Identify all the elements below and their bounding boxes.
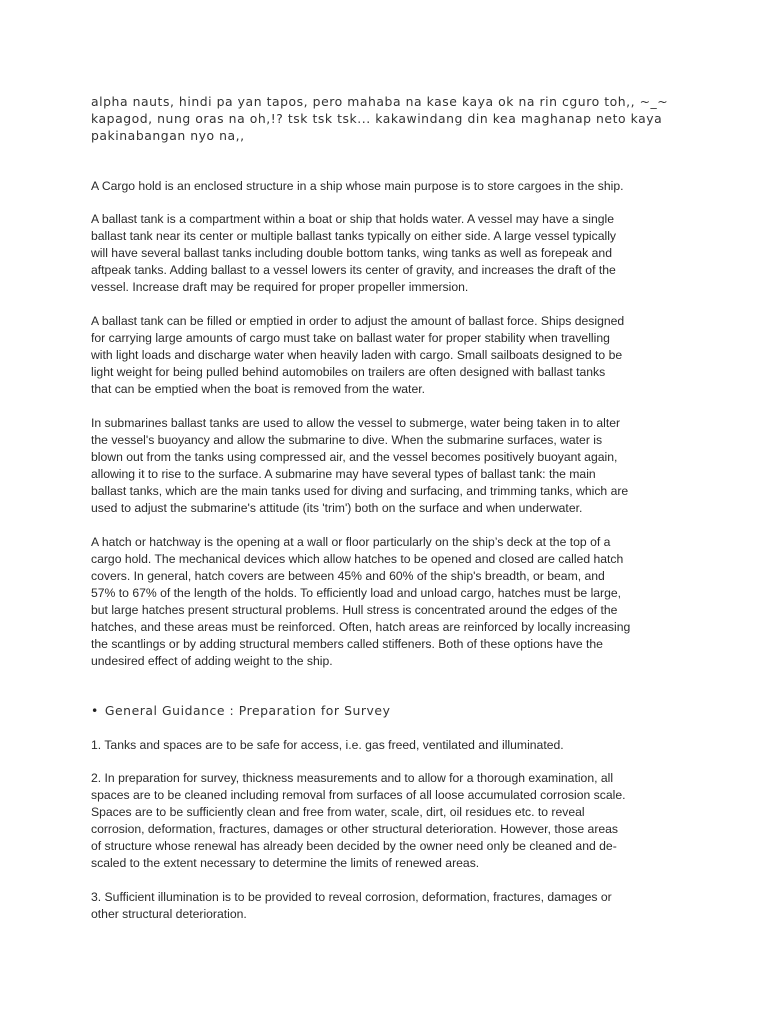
text-line: 2. In preparation for survey, thickness measurements and to allow for a thorough examination, all [91,771,614,785]
text-line: of structure whose renewal has already been decided by the owner need only be cleaned and de- [91,839,617,853]
section-heading [91,702,691,719]
intro-line: pakinabangan nyo na,, [91,128,245,143]
intro-line: kapagod, nung oras na oh,!? tsk tsk tsk... kakawindang din kea maghanap neto kaya [91,111,663,126]
paragraph-submarines [91,415,691,517]
section-heading-text: General Guidance : Preparation for Survey [104,703,391,718]
text-line: that can be emptied when the boat is removed from the water. [91,382,425,396]
text-line: will have several ballast tanks including double bottom tanks, wing tanks as well as forepeak and [91,246,612,260]
text-line: for carrying large amounts of cargo must take on ballast water for proper stability when travelling [91,331,610,345]
text-line: used to adjust the submarine's attitude (its 'trim') both on the surface and when underwater. [91,501,583,515]
text-line: covers. In general, hatch covers are between 45% and 60% of the ship's breadth, or beam, and [91,569,605,583]
text-line: A ballast tank can be filled or emptied in order to adjust the amount of ballast force. Ships designed [91,314,625,328]
text-line: 3. Sufficient illumination is to be provided to reveal corrosion, deformation, fractures, damages or [91,890,612,904]
paragraph-ballast-tank [91,211,691,296]
paragraph-cargo-hold [91,178,691,195]
text-line: A Cargo hold is an enclosed structure in a ship whose main purpose is to store cargoes in the ship. [91,179,624,193]
text-line: hatches, and these areas must be reinforced. Often, hatch areas are reinforced by locally increasing [91,620,631,634]
text-line: corrosion, deformation, fractures, damages or other structural deterioration. However, those areas [91,822,619,836]
text-line: ballast tank near its center or multiple ballast tanks typically on either side. A large vessel typically [91,229,616,243]
text-line: the scantlings or by adding structural members called stiffeners. Both of these options have the [91,637,603,651]
text-line: scaled to the extent necessary to determine the limits of renewed areas. [91,856,480,870]
text-line: the vessel's buoyancy and allow the submarine to dive. When the submarine surfaces, water is [91,433,603,447]
text-line: other structural deterioration. [91,907,247,921]
intro-line: alpha nauts, hindi pa yan tapos, pero mahaba na kase kaya ok na rin cguro toh,, ~_~ [91,94,669,109]
text-line: 1. Tanks and spaces are to be safe for access, i.e. gas freed, ventilated and illuminated. [91,738,564,752]
item-3 [91,889,691,923]
intro-note [91,93,691,144]
text-line: ballast tanks, which are the main tanks used for diving and surfacing, and trimming tanks, which are [91,484,629,498]
text-line: undesired effect of adding weight to the ship. [91,654,333,668]
text-line: blown out from the tanks using compressed air, and the vessel becomes positively buoyant again, [91,450,618,464]
text-line: vessel. Increase draft may be required for proper propeller immersion. [91,280,469,294]
text-line: allowing it to rise to the surface. A submarine may have several types of ballast tank: the main [91,467,596,481]
paragraph-hatch [91,534,691,670]
paragraph-ballast-force [91,313,691,398]
text-line: A ballast tank is a compartment within a boat or ship that holds water. A vessel may have a single [91,212,614,226]
item-1 [91,737,691,754]
text-line: In submarines ballast tanks are used to allow the vessel to submerge, water being taken in to alter [91,416,621,430]
text-line: but large hatches present structural problems. Hull stress is concentrated around the edges of the [91,603,618,617]
text-line: spaces are to be cleaned including removal from surfaces of all loose accumulated corrosion scale. [91,788,626,802]
text-line: light weight for being pulled behind automobiles on trailers are often designed with ballast tanks [91,365,606,379]
text-line: with light loads and discharge water when heavily laden with cargo. Small sailboats designed to be [91,348,623,362]
text-line: 57% to 67% of the length of the holds. To efficiently load and unload cargo, hatches must be large, [91,586,622,600]
item-2 [91,770,691,872]
text-line: cargo hold. The mechanical devices which allow hatches to be opened and closed are called hatch [91,552,624,566]
text-line: A hatch or hatchway is the opening at a wall or floor particularly on the ship’s deck at the top of a [91,535,611,549]
text-line: aftpeak tanks. Adding ballast to a vessel lowers its center of gravity, and increases the draft of the [91,263,616,277]
bullet-icon: • [91,703,99,718]
text-line: Spaces are to be sufficiently clean and free from water, scale, dirt, oil residues etc. to reveal [91,805,585,819]
